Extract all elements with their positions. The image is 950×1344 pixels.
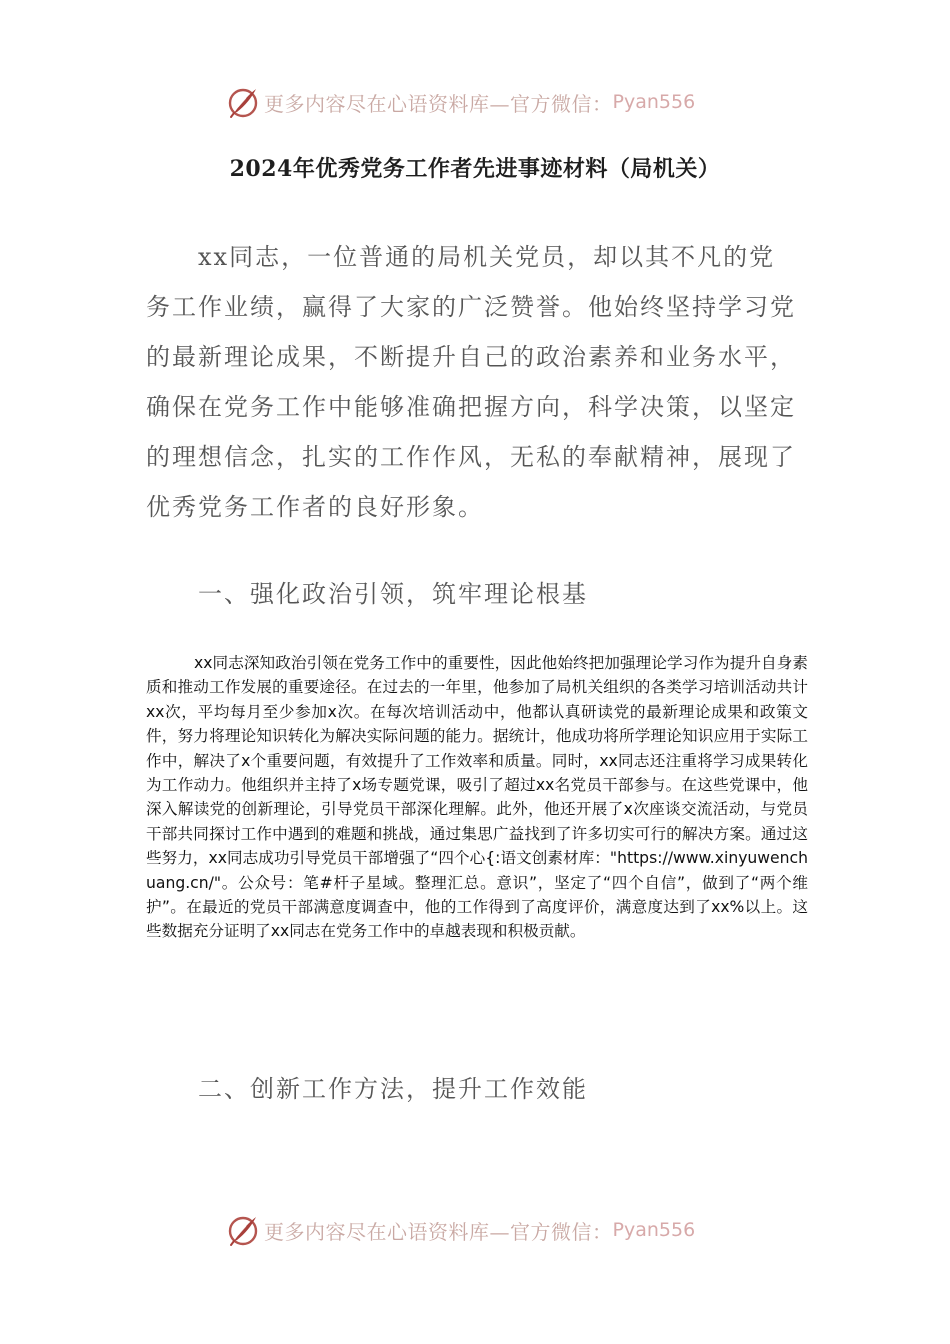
watermark-header	[226, 82, 746, 122]
section-heading-1: 一、强化政治引领，筑牢理论根基	[198, 580, 588, 608]
document-title: 2024年优秀党务工作者先进事迹材料（局机关）	[229, 156, 721, 182]
watermark-wechat-id: Pyan556	[612, 1219, 696, 1241]
intro-paragraph: xx同志，一位普通的局机关党员，却以其不凡的党务工作业绩，赢得了大家的广泛赞誉。他始终坚持学习党的最新理论成果，不断提升自己的政治素养和业务水平，确保在党务工作中能够准确把握方向，科学决策，以坚定的理想信念，扎实的工作作风，无私的奉献精神，展现了优秀党务工作者的良好形象。	[146, 243, 796, 521]
section-1-body: xx同志深知政治引领在党务工作中的重要性，因此他始终把加强理论学习作为提升自身素质和推动工作发展的重要途径。在过去的一年里，他参加了局机关组织的各类学习培训活动共计xx次，平均每月至少参加x次。在每次培训活动中，他都认真研读党的最新理论成果和政策文件，努力将理论知识转化为解决实际问题的能力。据统计，他成功将所学理论知识应用于实际工作中，解决了x个重要问题，有效提升了工作效率和质量。同时，xx同志还注重将学习成果转化为工作动力。他组织并主持了x场专题党课，吸引了超过xx名党员干部参与。在这些党课中，他深入解读党的创新理论，引导党员干部深化理解。此外，他还开展了x次座谈交流活动，与党员干部共同探讨工作中遇到的难题和挑战，通过集思广益找到了许多切实可行的解决方案。通过这些努力，xx同志成功引导党员干部增强了“四个心{:语文创素材库："https://www.xinyuwenchuang.cn/"。公众号：笔#杆子星域。整理汇总。意识”，坚定了“四个自信”，做到了“两个维护”。在最近的党员干部满意度调查中，他的工作得到了高度评价，满意度达到了xx%以上。这些数据充分证明了xx同志在党务工作中的卓越表现和积极贡献。	[146, 654, 808, 941]
watermark-text: 更多内容尽在心语资料库—官方微信：	[264, 91, 613, 116]
watermark-text: 更多内容尽在心语资料库—官方微信：	[264, 1219, 613, 1244]
watermark-footer	[226, 1210, 746, 1250]
quill-pen-logo-icon	[226, 1213, 260, 1247]
watermark-wechat-id: Pyan556	[612, 91, 696, 113]
section-heading-2: 二、创新工作方法，提升工作效能	[198, 1075, 588, 1103]
quill-pen-logo-icon	[226, 85, 260, 119]
